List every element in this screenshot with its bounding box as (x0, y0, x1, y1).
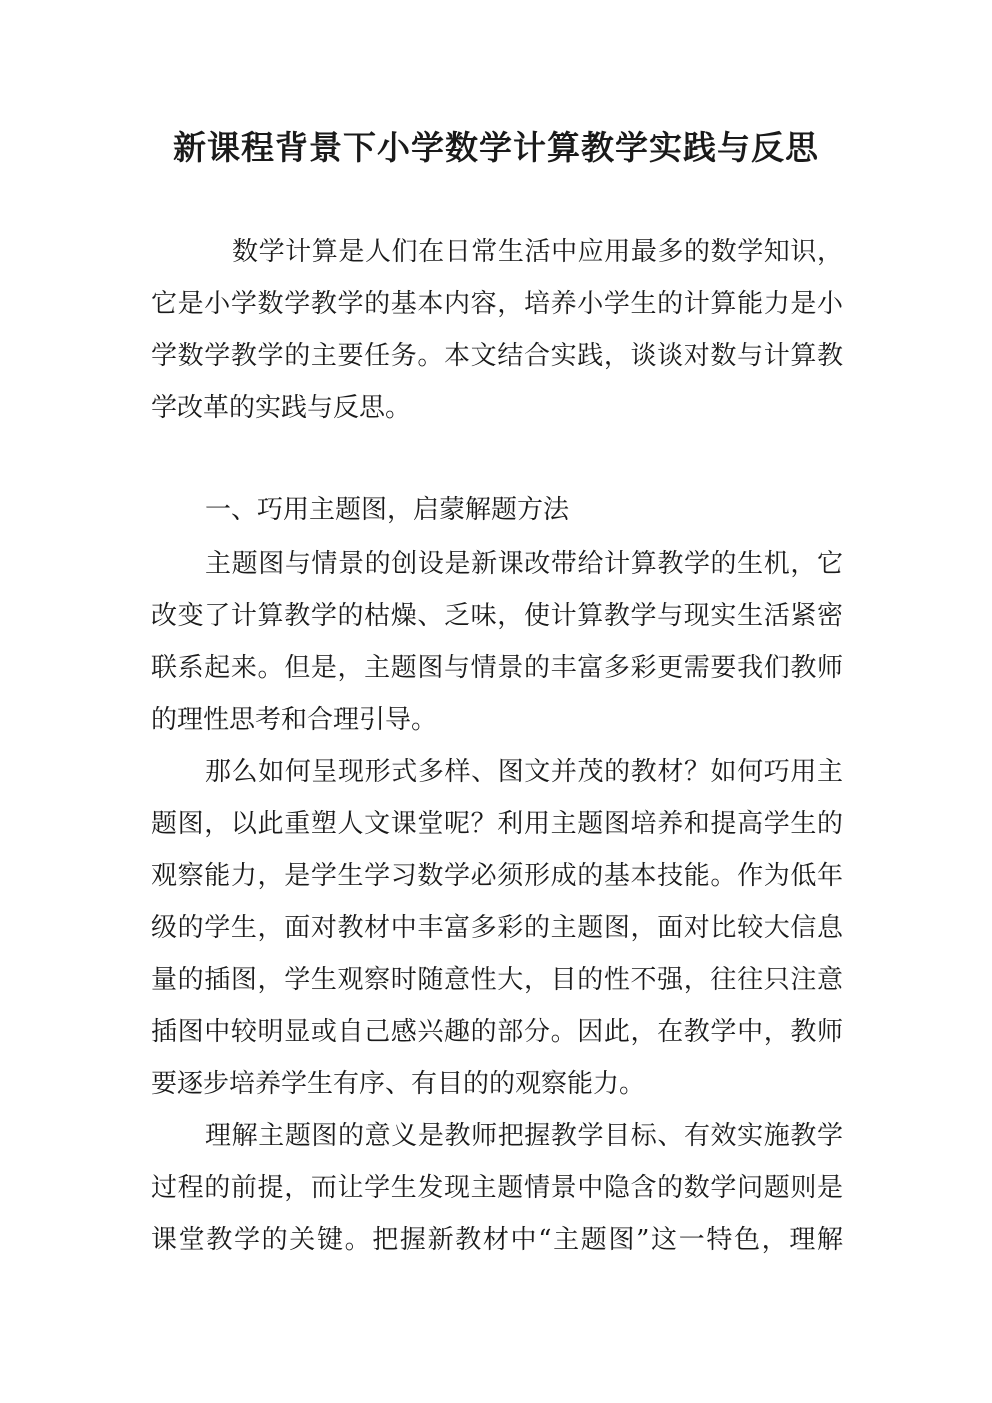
intro-line-2: 它是小学数学教学的基本内容，培养小学生的计算能力是小 (151, 289, 843, 319)
section-heading: 一、巧用主题图，启蒙解题方法 (205, 495, 570, 525)
para1-line-3: 联系起来。但是，主题图与情景的丰富多彩更需要我们教师 (151, 653, 843, 683)
para3-line-2: 过程的前提，而让学生发现主题情景中隐含的数学问题则是 (151, 1173, 843, 1203)
para2-line-1: 那么如何呈现形式多样、图文并茂的教材？如何巧用主 (205, 757, 843, 787)
para1-line-2: 改变了计算教学的枯燥、乏味，使计算教学与现实生活紧密 (151, 601, 843, 631)
intro-line-4: 学改革的实践与反思。 (151, 393, 412, 423)
para2-line-4: 级的学生，面对教材中丰富多彩的主题图，面对比较大信息 (151, 913, 843, 943)
para2-line-7: 要逐步培养学生有序、有目的的观察能力。 (151, 1069, 646, 1099)
intro-line-1: 数学计算是人们在日常生活中应用最多的数学知识， (232, 237, 843, 267)
para2-line-5: 量的插图，学生观察时随意性大，目的性不强，往往只注意 (151, 965, 843, 995)
para2-line-2: 题图，以此重塑人文课堂呢？利用主题图培养和提高学生的 (151, 809, 843, 839)
para3-line-1: 理解主题图的意义是教师把握教学目标、有效实施教学 (205, 1121, 843, 1151)
document-title: 新课程背景下小学数学计算教学实践与反思 (173, 128, 819, 167)
para2-line-6: 插图中较明显或自己感兴趣的部分。因此，在教学中，教师 (151, 1017, 843, 1047)
para3-line-3: 课堂教学的关键。把握新教材中“主题图”这一特色，理解 (151, 1225, 843, 1255)
para1-line-1: 主题图与情景的创设是新课改带给计算教学的生机，它 (205, 549, 843, 579)
intro-line-3: 学数学教学的主要任务。本文结合实践，谈谈对数与计算教 (151, 341, 843, 371)
para2-line-3: 观察能力，是学生学习数学必须形成的基本技能。作为低年 (151, 861, 843, 891)
para1-line-4: 的理性思考和合理引导。 (151, 705, 438, 735)
